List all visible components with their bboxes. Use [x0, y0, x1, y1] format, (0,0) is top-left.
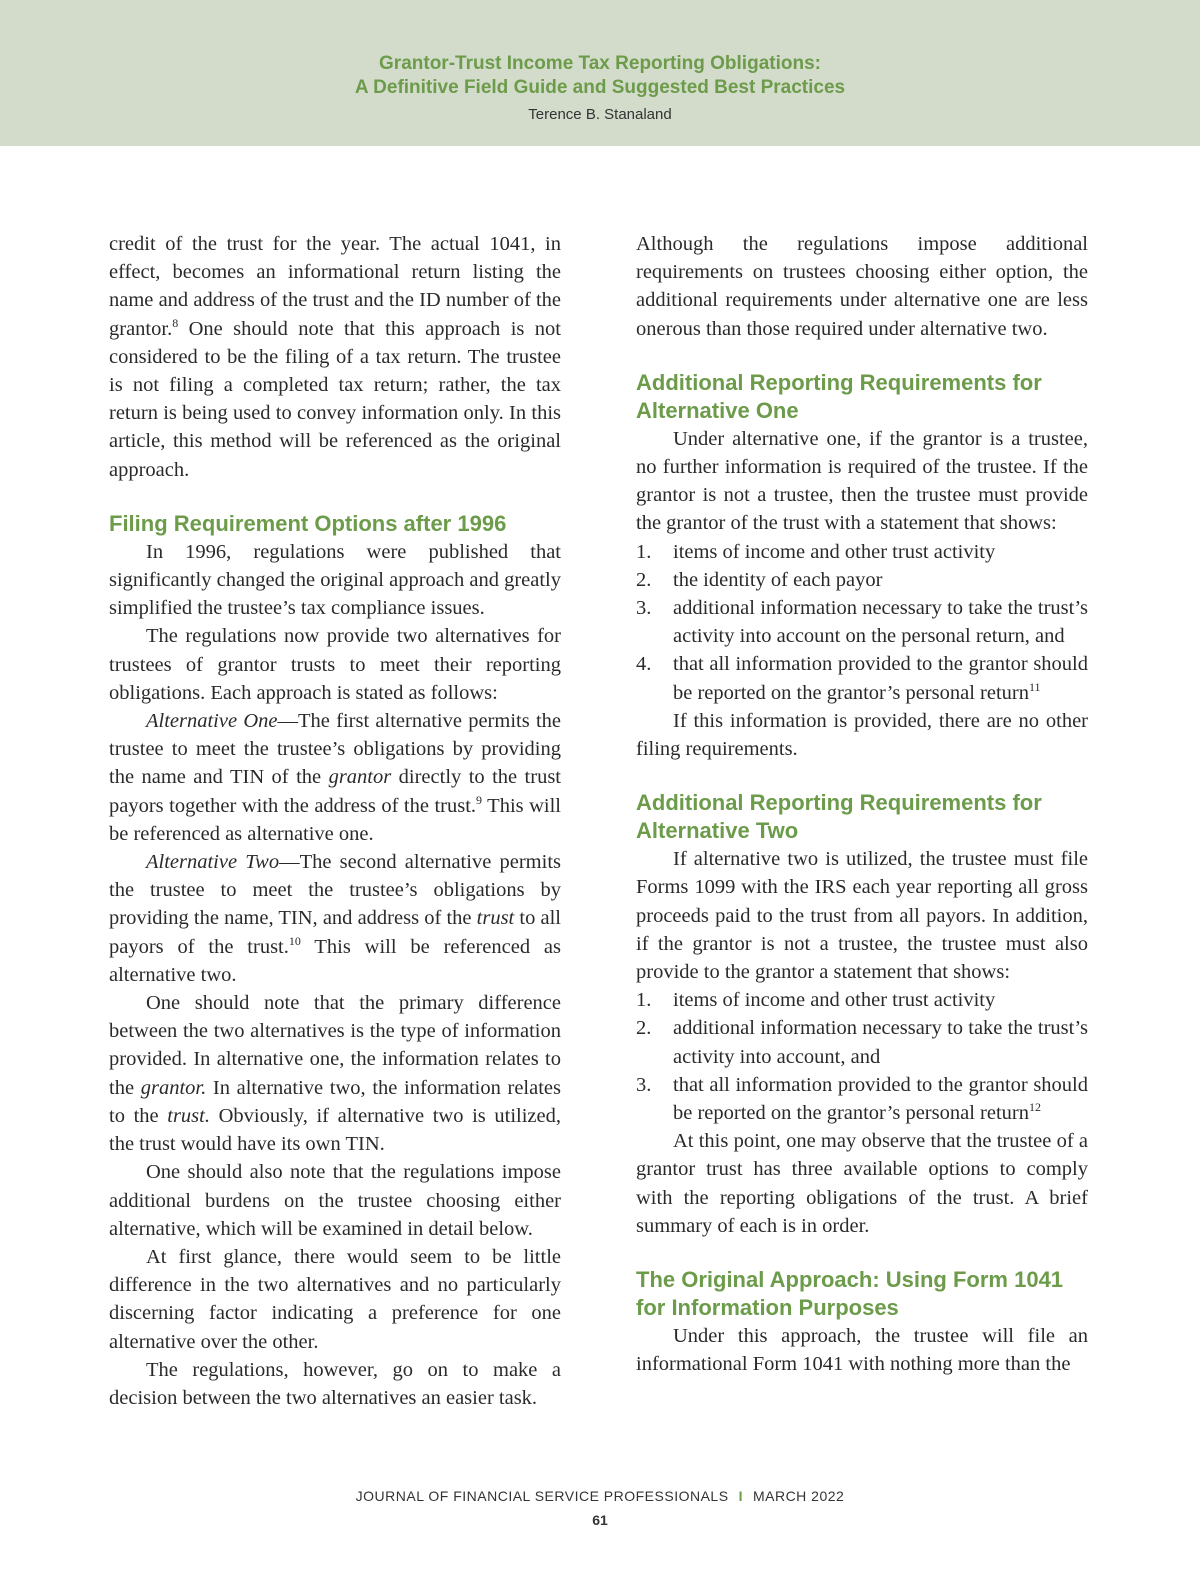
footnote-ref: 10: [288, 933, 301, 948]
paragraph: In 1996, regulations were published that significantly changed the original approach and greatly simplified the trustee’s tax compliance issues.: [109, 540, 561, 620]
footnote-ref: 12: [1028, 1100, 1041, 1115]
list-item: 2. the identity of each payor: [636, 568, 883, 591]
right-column: [636, 230, 1088, 1379]
footnote-ref: 9: [476, 792, 483, 807]
section-heading: Additional Reporting Requirements for Alternative Two: [636, 790, 1042, 844]
list-item: 2. additional information necessary to take the trust’s activity into account, and: [636, 1017, 1088, 1068]
section-heading: Filing Requirement Options after 1996: [109, 510, 507, 536]
list-item: 3. that all information provided to the grantor should be reported on the grantor’s personal return$^{12}$: [636, 1073, 1088, 1125]
paragraph: At this point, one may observe that the trustee of a grantor trust has three available options to comply with the reporting obligations of the trust. A brief summary of each is in order.: [636, 1130, 1088, 1237]
paragraph: The regulations, however, go on to make a decision between the two alternatives an easier task.: [109, 1358, 561, 1409]
paragraph: The regulations now provide two alternatives for trustees of grantor trusts to meet their reporting obligations. Each approach is stated as follows:: [109, 625, 561, 704]
list-item: 1. items of income and other trust activity: [636, 540, 996, 563]
article-title-line1: Grantor-Trust Income Tax Reporting Obligations:: [379, 53, 821, 74]
journal-footer: [0, 1488, 1200, 1504]
section-heading: The Original Approach: Using Form 1041 for Information Purposes: [636, 1267, 1064, 1321]
list-item: 3. additional information necessary to take the trust’s activity into account on the personal return, and: [636, 597, 1088, 648]
article-title-line2: A Definitive Field Guide and Suggested Best Practices: [354, 77, 846, 98]
paragraph: Under this approach, the trustee will file an informational Form 1041 with nothing more than the: [636, 1325, 1088, 1376]
paragraph: One should note that the primary difference between the two alternatives is the type of information provided. In alternative one, the information relates to the grantor. In alternative two, the information relates to the trust. Obviously, if alternative two is utilized, the trust would have its own TIN.: [109, 992, 562, 1156]
paragraph: If this information is provided, there are no other filing requirements.: [636, 709, 1088, 761]
list-item: 4. that all information provided to the grantor should be reported on the grantor’s personal return$^{11}$: [636, 653, 1088, 704]
article-header: [0, 0, 1200, 146]
section-heading: Additional Reporting Requirements for Alternative One: [636, 369, 1042, 423]
issue-date: MARCH 2022: [752, 1488, 845, 1504]
paragraph: Although the regulations impose additional requirements on trustees choosing either option, the additional requirements under alternative one are less onerous than those required under alternative two.: [636, 233, 1088, 340]
page-number: 61: [592, 1512, 608, 1528]
footnote-ref: 11: [1028, 679, 1041, 694]
list-item: 1. items of income and other trust activity: [636, 989, 996, 1012]
numbered-list: [636, 986, 1088, 1127]
paragraph: One should also note that the regulations impose additional burdens on the trustee choosing either alternative, which will be examined in detail below.: [109, 1161, 561, 1240]
paragraph: Alternative Two—The second alternative permits the trustee to meet the trustee’s obligations by providing the name, TIN, and address of the trust to all payors of the trust.$^{10}$ This will be referenced as alternative two.: [109, 851, 561, 986]
paragraph: At first glance, there would seem to be little difference in the two alternatives and no particularly discerning factor indicating a preference for one alternative over the other.: [109, 1245, 561, 1353]
numbered-list: [636, 538, 1088, 707]
paragraph: credit of the trust for the year. The actual 1041, in effect, becomes an informational return listing the name and address of the trust and the ID number of the grantor.$^8$ One should note that this approach is not considered to be the filing of a tax return. The trustee is not filing a completed tax return; rather, the tax return is being used to convey information only. In this article, this method will be referenced as the original approach.: [109, 233, 561, 481]
article-author: Terence B. Stanaland: [528, 106, 672, 123]
journal-name: JOURNAL OF FINANCIAL SERVICE PROFESSIONALS: [355, 1488, 729, 1504]
footnote-ref: 8: [172, 315, 179, 330]
paragraph: Under alternative one, if the grantor is a trustee, no further information is required of the trustee. If the grantor is not a trustee, then the trustee must provide the grantor of the trust with a statement that shows:: [636, 427, 1088, 535]
left-column: [109, 230, 561, 1412]
footer-separator: I: [738, 1488, 743, 1504]
paragraph: Alternative One—The first alternative permits the trustee to meet the trustee’s obligations by providing the name and TIN of the grantor directly to the trust payors together with the address of the trust.$^9$ This will be referenced as alternative one.: [109, 710, 562, 845]
paragraph: If alternative two is utilized, the trustee must file Forms 1099 with the IRS each year reporting all gross proceeds paid to the trust from all payors. In addition, if the grantor is not a trustee, the trustee must also provide to the grantor a statement that shows:: [636, 848, 1088, 984]
